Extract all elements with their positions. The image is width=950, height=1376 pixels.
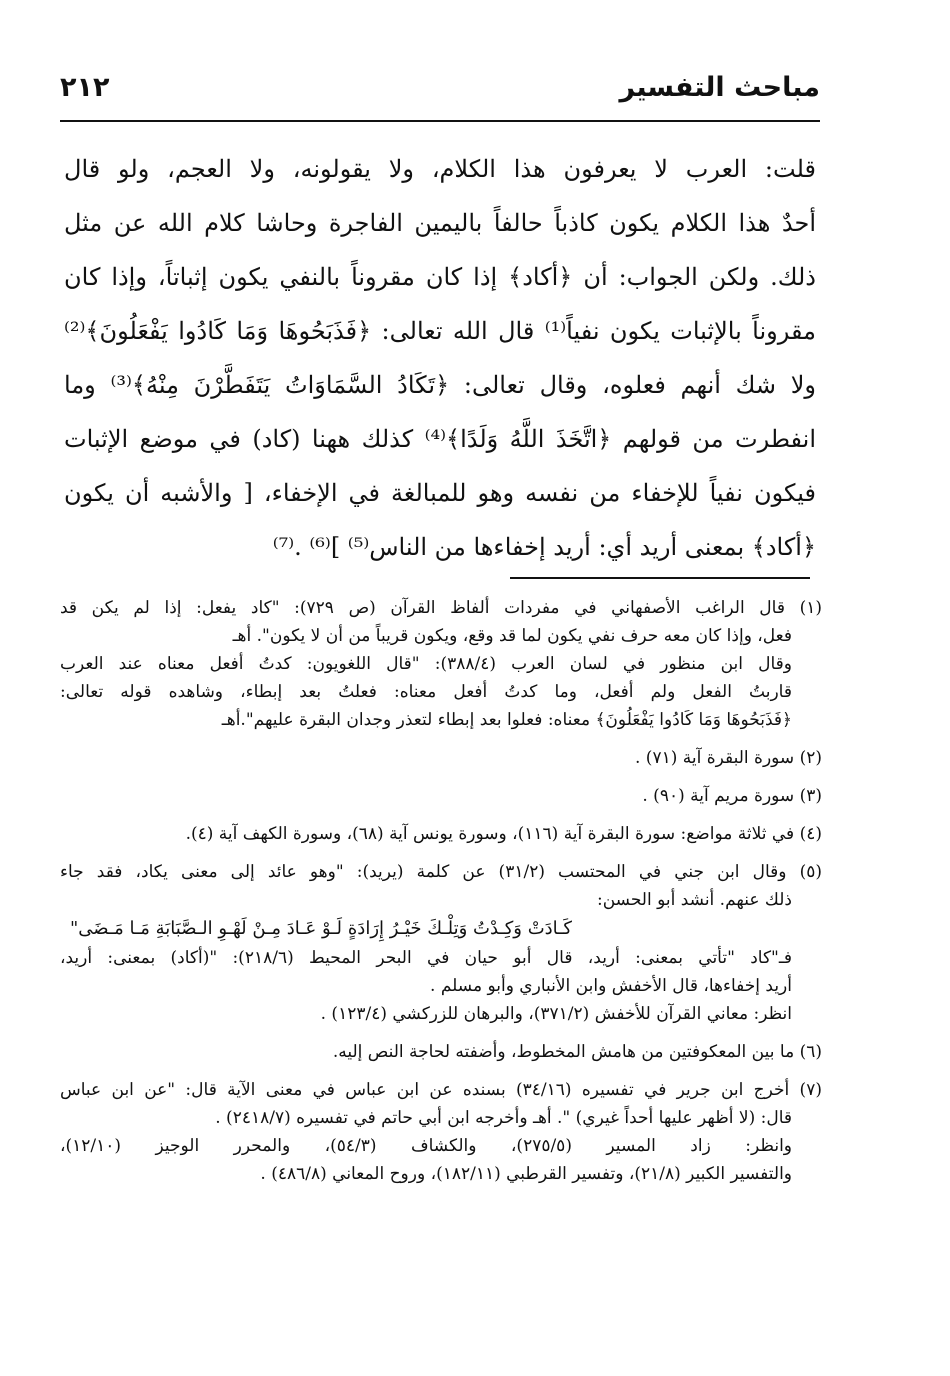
body-line: أحدٌ هذا الكلام يكون كاذباً حالفاً باليمين الفاجرة وحاشا كلام الله عن مثل	[64, 209, 816, 237]
footnote-3: (٣) سورة مريم آية (٩٠) .	[642, 786, 822, 806]
footnote-line: أريد إخفاءها، قال الأخفش وابن الأنباري وأبو مسلم .	[430, 976, 792, 996]
footnote-line: قاربتُ الفعل ولم أفعل، وما كدتُ أفعل معناه: فعلتُ بعد إبطاء، وشاهده قوله تعالى:	[60, 682, 792, 702]
header-rule	[60, 120, 820, 122]
footnote-line: (٥) وقال ابن جني في المحتسب (٣١/٢) عن كلمة (يريد): "وهو عائد إلى معنى يكاد، فقد جاء	[60, 862, 822, 882]
body-line: مقروناً بالإثبات يكون نفياً⁽¹⁾ قال الله تعالى: ﴿فَذَبَحُوهَا وَمَا كَادُوا يَفْعَلُونَ﴾⁽²⁾	[64, 317, 816, 345]
body-line: فيكون نفياً للإخفاء من نفسه وهو للمبالغة في الإخفاء، [ والأشبه أن يكون	[64, 479, 816, 507]
body-line: ﴿أكاد﴾ بمعنى أريد أي: أريد إخفاءها من الناس⁽⁵⁾ ]⁽⁶⁾ .⁽⁷⁾	[272, 533, 816, 561]
footnote-line: فـ"كاد "تأتي بمعنى: أريد، قال أبو حيان في البحر المحيط (٢١٨/٦): "(أكاد) بمعنى: أريد،	[60, 948, 792, 968]
footnote-line: والتفسير الكبير (٢١/٨)، وتفسير القرطبي (١٨٢/١١)، وروح المعاني (٤٨٦/٨) .	[260, 1164, 792, 1184]
footnote-separator	[510, 577, 810, 579]
poem-first-hemistich: كَـادَتْ وَكِـدْتُ وَتِلْـكَ خَيْـرُ إِرَادَةٍ	[347, 918, 572, 939]
body-line: قلت: العرب لا يعرفون هذا الكلام، ولا يقولونه، ولا العجم، ولو قال	[64, 155, 816, 183]
body-line: انفطرت من قولهم ﴿اتَّخَذَ اللَّهُ وَلَدًا﴾⁽⁴⁾ كذلك ههنا (كاد) في موضع الإثبات	[64, 425, 816, 453]
footnote-line: (١) قال الراغب الأصفهاني في مفردات ألفاظ القرآن (ص ٧٢٩): "كاد يفعل: إذا لم يكن قد	[60, 598, 822, 618]
poem-second-hemistich: لَـوْ عَـادَ مِـنْ لَهْـوِ الـصَّبَابَةِ مَـا مَـضَى"	[70, 918, 343, 939]
footnote-2: (٢) سورة البقرة آية (٧١) .	[634, 748, 822, 768]
footnote-line: وقال ابن منظور في لسان العرب (٣٨٨/٤): "قال اللغويون: كدتُ أفعل معناه عند العرب	[60, 654, 792, 674]
footnote-line: وانظر: زاد المسير (٢٧٥/٥)، والكشاف (٥٤/٣)، والمحرر الوجيز (١٢/١٠)،	[60, 1136, 792, 1156]
poem-verse	[60, 914, 822, 944]
running-title: مباحث التفسير	[619, 72, 820, 103]
footnote-line: ذلك عنهم. أنشد أبو الحسن:	[596, 890, 792, 910]
footnote-line: ﴿فَذَبَحُوهَا وَمَا كَادُوا يَفْعَلُونَ﴾ معناه: فعلوا بعد إبطاء لتعذر وجدان البقرة عليهم".أهـ	[221, 710, 792, 730]
footnote-line: فعل، وإذا كان معه حرف نفي يكون لما قد وقع، ويكون قريباً من أن لا يكون". أهـ	[232, 626, 792, 646]
main-text	[64, 142, 816, 574]
page-header	[60, 68, 820, 114]
body-line: ذلك. ولكن الجواب: أن ﴿أكاد﴾ إذا كان مقروناً بالنفي يكون إثباتاً، وإذا كان	[64, 263, 816, 291]
footnote-7	[60, 1076, 822, 1188]
footnotes	[60, 594, 822, 1188]
footnote-1	[60, 594, 822, 734]
body-line: ولا شك أنهم فعلوه، وقال تعالى: ﴿تَكَادُ السَّمَاوَاتُ يَتَفَطَّرْنَ مِنْهُ﴾⁽³⁾ وما	[64, 371, 816, 399]
footnote-4: (٤) في ثلاثة مواضع: سورة البقرة آية (١١٦)، وسورة يونس آية (٦٨)، وسورة الكهف آية (٤).	[185, 824, 822, 844]
page-number: ٢١٢	[60, 72, 110, 103]
footnote-5	[60, 858, 822, 1028]
footnote-6: (٦) ما بين المعكوفتين من هامش المخطوط، وأضفته لحاجة النص إليه.	[332, 1042, 822, 1062]
footnote-line: انظر: معاني القرآن للأخفش (٣٧١/٢)، والبرهان للزركشي (١٢٣/٤) .	[320, 1004, 792, 1024]
footnote-line: (٧) أخرج ابن جرير في تفسيره (٣٤/١٦) بسنده عن ابن عباس في معنى الآية قال: "عن ابن عباس	[60, 1080, 822, 1100]
footnote-line: قال: (لا أظهر عليها أحداً غيري) ". أهـ وأخرجه ابن أبي حاتم في تفسيره (٢٤١٨/٧) .	[215, 1108, 792, 1128]
